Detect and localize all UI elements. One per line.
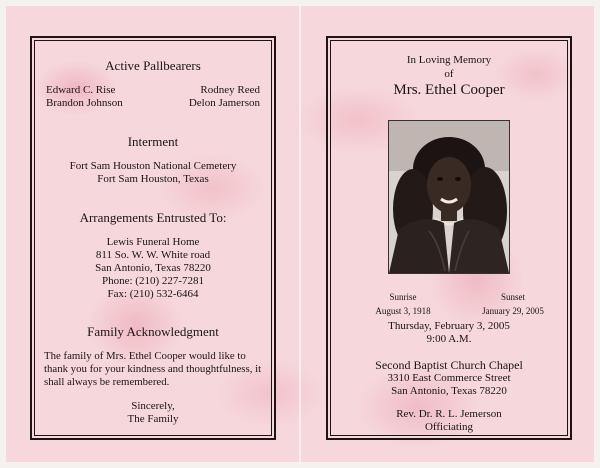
officiating-label: Officiating	[424, 421, 474, 433]
sunrise-date: August 3, 1918	[375, 306, 431, 316]
pallbearers-right-column	[189, 84, 260, 110]
sunrise-label: Sunrise	[389, 292, 417, 302]
funeral-home-city: San Antonio, Texas 78220	[95, 262, 211, 274]
arrangements-heading: Arrangements Entrusted To:	[79, 210, 227, 225]
funeral-home-name: Lewis Funeral Home	[106, 236, 200, 248]
interment-heading: Interment	[127, 134, 179, 149]
church-street: 3310 East Commerce Street	[387, 372, 511, 384]
funeral-home-info	[32, 236, 274, 301]
church-address	[328, 372, 570, 398]
portrait-photo	[388, 120, 510, 274]
right-panel	[326, 36, 572, 440]
officiant-name: Rev. Dr. R. L. Jemerson	[396, 408, 502, 420]
church-city: San Antonio, Texas 78220	[391, 385, 507, 397]
officiant-block	[328, 408, 570, 434]
of-text: of	[444, 68, 454, 80]
acknowledgment-heading: Family Acknowledgment	[87, 324, 219, 339]
funeral-home-phone: Phone: (210) 227-7281	[101, 275, 205, 287]
service-time-block	[328, 320, 570, 346]
service-date: Thursday, February 3, 2005	[388, 320, 510, 332]
pallbearer-name: Rodney Reed	[200, 84, 260, 96]
portrait-illustration	[389, 121, 509, 273]
closing	[32, 400, 274, 426]
left-panel	[30, 36, 276, 440]
pallbearer-name: Edward C. Rise	[46, 84, 116, 96]
service-time: 9:00 A.M.	[426, 333, 472, 345]
in-loving-memory: In Loving Memory	[406, 54, 492, 66]
sunset-date: January 29, 2005	[482, 306, 544, 316]
pallbearers-left-column	[46, 84, 123, 110]
church-name: Second Baptist Church Chapel	[375, 358, 523, 372]
funeral-home-street: 811 So. W. W. White road	[95, 249, 211, 261]
funeral-home-fax: Fax: (210) 532-6464	[107, 288, 199, 300]
sunrise-block	[368, 290, 438, 318]
sunset-label: Sunset	[500, 292, 525, 302]
fold-line	[299, 6, 301, 462]
program-sheet	[6, 6, 594, 462]
sunset-block	[468, 290, 558, 318]
interment-line: Fort Sam Houston National Cemetery	[69, 160, 237, 172]
closing-salutation: Sincerely,	[131, 400, 175, 412]
interment-location	[32, 160, 274, 186]
closing-signature: The Family	[127, 413, 179, 425]
acknowledgment-text: The family of Mrs. Ethel Cooper would like to thank you for your kindness and thoughtfulness, it shall always be remembered.	[44, 350, 262, 388]
pallbearer-name: Brandon Johnson	[46, 97, 123, 109]
interment-line: Fort Sam Houston, Texas	[97, 173, 209, 185]
deceased-name: Mrs. Ethel Cooper	[393, 82, 505, 98]
pallbearer-name: Delon Jamerson	[188, 97, 260, 109]
pallbearers-heading: Active Pallbearers	[105, 58, 201, 73]
